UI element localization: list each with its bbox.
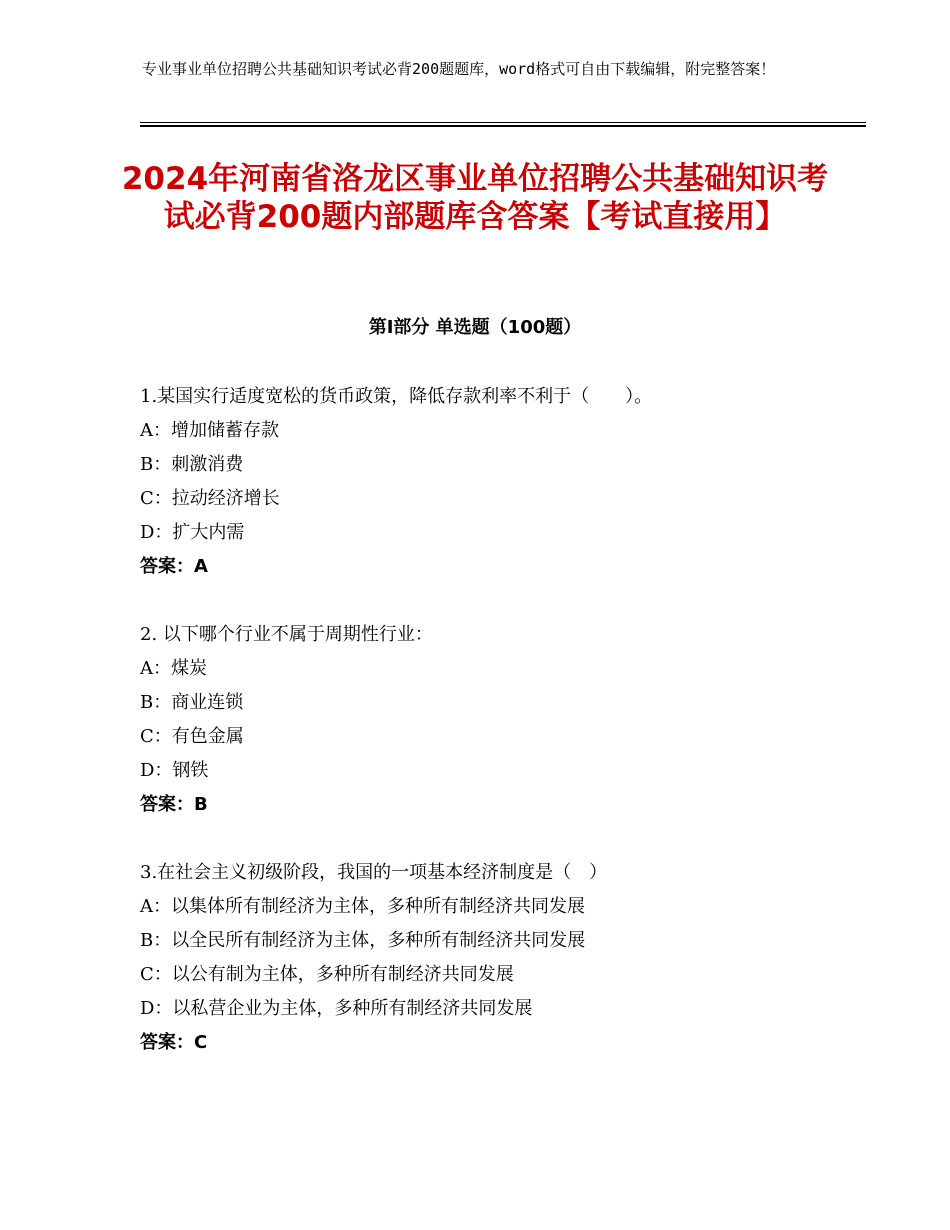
answer-label: 答案：A — [140, 556, 208, 577]
option-b: B：以全民所有制经济为主体，多种所有制经济共同发展 — [140, 930, 586, 951]
option-b: B：商业连锁 — [140, 692, 244, 713]
document-title: 2024年河南省洛龙区事业单位招聘公共基础知识考试必背200题内部题库含答案【考试直接用】 — [121, 161, 829, 235]
option-a: A：增加储蓄存款 — [140, 420, 279, 441]
option-a: A：以集体所有制经济为主体，多种所有制经济共同发展 — [140, 896, 585, 917]
option-d: D：扩大内需 — [140, 522, 245, 543]
question-stem: 3.在社会主义初级阶段，我国的一项基本经济制度是（ ） — [140, 862, 608, 883]
header-rule-thin — [140, 122, 866, 123]
option-d: D：以私营企业为主体，多种所有制经济共同发展 — [140, 998, 533, 1019]
question-block-1 — [140, 380, 860, 584]
option-c: C：拉动经济增长 — [140, 488, 280, 509]
section-heading: 第Ⅰ部分 单选题（100题） — [368, 317, 582, 338]
question-stem: 2. 以下哪个行业不属于周期性行业： — [140, 624, 433, 645]
option-c: C：有色金属 — [140, 726, 244, 747]
question-block-2 — [140, 618, 860, 822]
option-a: A：煤炭 — [140, 658, 207, 679]
question-stem: 1.某国实行适度宽松的货币政策，降低存款利率不利于（ ）。 — [140, 386, 653, 407]
option-b: B：刺激消费 — [140, 454, 244, 475]
option-c: C：以公有制为主体，多种所有制经济共同发展 — [140, 964, 514, 985]
answer-label: 答案：C — [140, 1032, 208, 1053]
answer-label: 答案：B — [140, 794, 208, 815]
question-block-3 — [140, 856, 860, 1060]
header-rule-thick — [140, 125, 866, 127]
header-note: 专业事业单位招聘公共基础知识考试必背200题题库，word格式可自由下载编辑，附完整答案！ — [142, 60, 776, 78]
option-d: D：钢铁 — [140, 760, 209, 781]
